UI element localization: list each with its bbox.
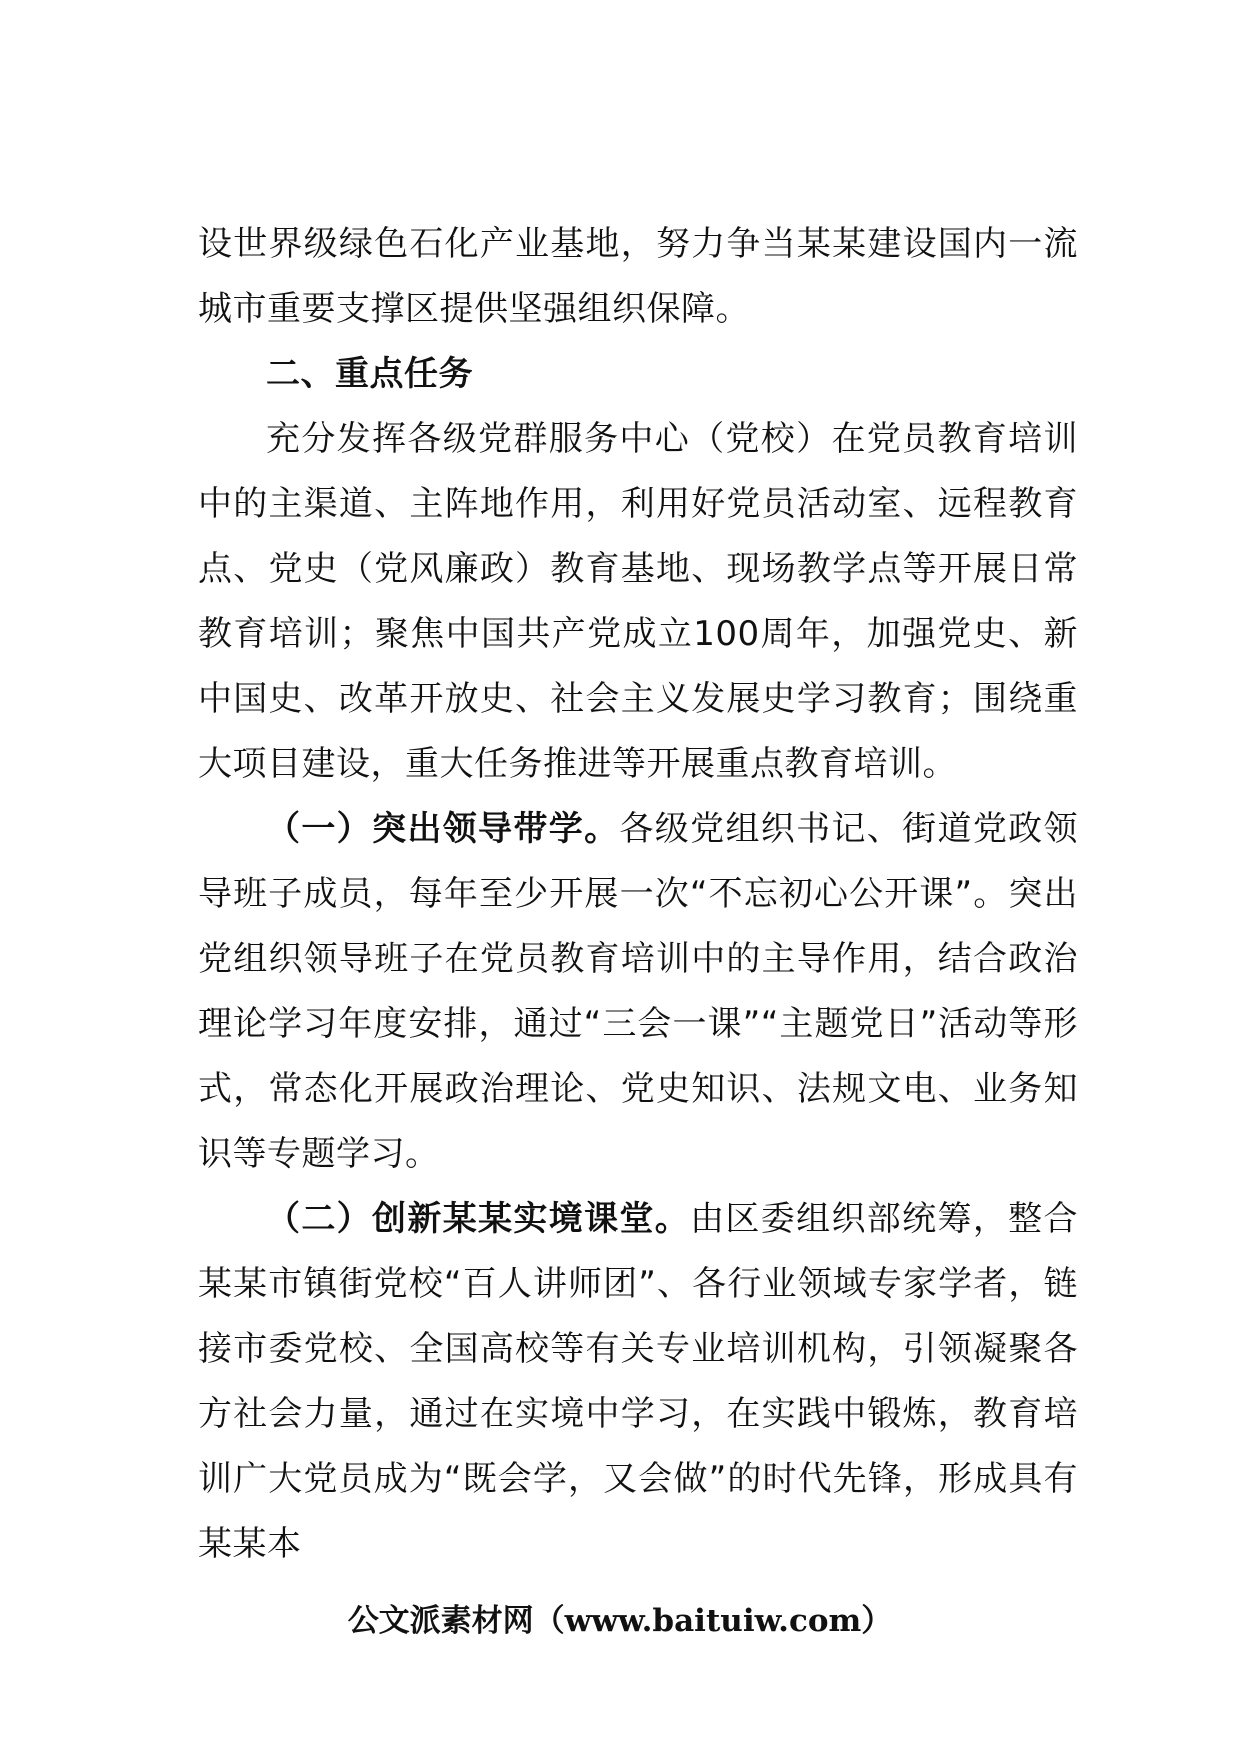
item-lead-text: （二）创新某某实境课堂。 [266, 1199, 691, 1239]
paragraph-text: 充分发挥各级党群服务中心（党校）在党员教育培训中的主渠道、主阵地作用，利用好党员活动室、远程教育点、党史（党风廉政）教育基地、现场教学点等开展日常教育培训；聚焦中国共产党成立100周年，加强党史、新中国史、改革开放史、社会主义发展史学习教育；围绕重大项目建设，重大任务推进等开展重点教育培训。 [198, 419, 1078, 784]
paragraph-item-2 [198, 1187, 1078, 1577]
document-body [198, 212, 1078, 1577]
paragraph-key-tasks [198, 407, 1078, 797]
section-heading-text: 二、重点任务 [266, 354, 473, 394]
paragraph-text: 各级党组织书记、街道党政领导班子成员，每年至少开展一次“不忘初心公开课”。突出党组织领导班子在党员教育培训中的主导作用，结合政治理论学习年度安排，通过“三会一课”“主题党日”活动等形式，常态化开展政治理论、党史知识、法规文电、业务知识等专题学习。 [198, 809, 1079, 1174]
paragraph-continuation [198, 212, 1078, 342]
paragraph-text: 设世界级绿色石化产业基地，努力争当某某建设国内一流城市重要支撑区提供坚强组织保障。 [198, 224, 1078, 329]
footer-watermark: 公文派素材网（www.baituiw.com） [347, 1603, 893, 1639]
item-lead-text: （一）突出领导带学。 [266, 809, 620, 849]
paragraph-text: 由区委组织部统筹，整合某某市镇街党校“百人讲师团”、各行业领域专家学者，链接市委党校、全国高校等有关专业培训机构，引领凝聚各方社会力量，通过在实境中学习，在实践中锻炼，教育培训广大党员成为“既会学，又会做”的时代先锋，形成具有某某本 [198, 1199, 1079, 1564]
section-heading [198, 342, 1078, 407]
paragraph-item-1 [198, 797, 1078, 1187]
